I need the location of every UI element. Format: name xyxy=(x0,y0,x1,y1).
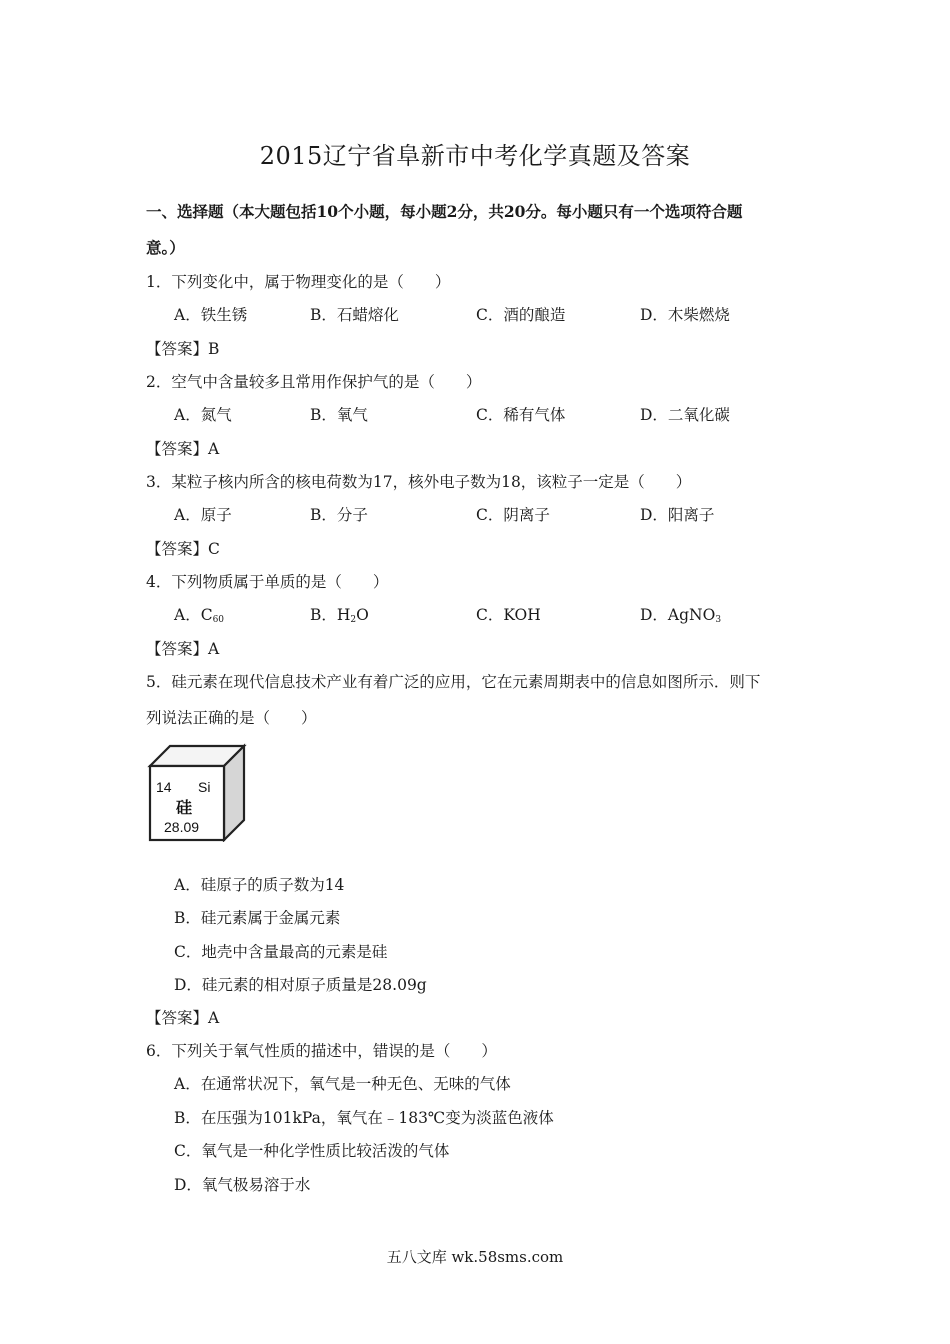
question-2-stem: 2．空气中含量较多且常用作保护气的是（ ） xyxy=(146,373,482,391)
silicon-element-tile xyxy=(146,742,250,842)
page-footer: 五八文库 wk.58sms.com xyxy=(386,1248,564,1266)
question-4-stem: 4．下列物质属于单质的是（ ） xyxy=(146,573,389,591)
question-6-option-a: A．在通常状况下，氧气是一种无色、无味的气体 xyxy=(174,1075,511,1093)
option-c: C．KOH xyxy=(476,606,541,624)
option-c: C．阴离子 xyxy=(476,506,550,524)
option-a: A．$C_{60}$ xyxy=(174,606,225,625)
element-symbol: Si xyxy=(198,779,211,795)
option-c: C．酒的酿造 xyxy=(476,306,566,324)
question-5-option-a: A．硅原子的质子数为14 xyxy=(174,876,345,894)
option-a: A．氮气 xyxy=(174,406,232,424)
question-3-stem: 3．某粒子核内所含的核电荷数为17，核外电子数为18，该粒子一定是（ ） xyxy=(146,473,692,491)
question-6-option-c: C．氧气是一种化学性质比较活泼的气体 xyxy=(174,1142,450,1160)
question-3-answer: 【答案】C xyxy=(146,540,220,558)
page-title: 2015辽宁省阜新市中考化学真题及答案 xyxy=(259,142,691,170)
element-mass: 28.09 xyxy=(164,819,200,835)
question-1-stem: 1．下列变化中，属于物理变化的是（ ） xyxy=(146,273,451,291)
question-4-answer: 【答案】A xyxy=(146,640,220,658)
option-d: D．木柴燃烧 xyxy=(640,306,730,324)
question-2-answer: 【答案】A xyxy=(146,440,220,458)
option-a: A．铁生锈 xyxy=(174,306,248,324)
element-number: 14 xyxy=(156,779,172,795)
option-d: D．二氧化碳 xyxy=(640,406,730,424)
question-5-option-d: D．硅元素的相对原子质量是28.09g xyxy=(174,976,427,994)
option-a: A．原子 xyxy=(174,506,232,524)
section-heading-cont: 意。） xyxy=(146,238,185,257)
question-1-answer: 【答案】B xyxy=(146,340,220,358)
question-5-stem-cont: 列说法正确的是（ ） xyxy=(146,709,317,727)
option-c: C．稀有气体 xyxy=(476,406,566,424)
question-6-option-b: B．在压强为101kPa，氧气在﹣183℃变为淡蓝色液体 xyxy=(174,1109,554,1127)
question-5-answer: 【答案】A xyxy=(146,1009,220,1027)
question-5-option-c: C．地壳中含量最高的元素是硅 xyxy=(174,943,388,961)
question-6-option-d: D．氧气极易溶于水 xyxy=(174,1176,311,1194)
option-b: B．氧气 xyxy=(310,406,368,424)
option-d: D．AgNO$_3$ xyxy=(640,606,722,625)
question-6-stem: 6．下列关于氧气性质的描述中，错误的是（ ） xyxy=(146,1042,497,1060)
section-heading: 一、选择题（本大题包括10个小题，每小题2分，共20分。每小题只有一个选项符合题 xyxy=(146,202,743,221)
question-5-stem: 5．硅元素在现代信息技术产业有着广泛的应用，它在元素周期表中的信息如图所示．则下 xyxy=(146,673,761,691)
question-5-option-b: B．硅元素属于金属元素 xyxy=(174,909,341,927)
element-name: 硅 xyxy=(176,798,193,817)
option-d: D．阳离子 xyxy=(640,506,715,524)
option-b: B．石蜡熔化 xyxy=(310,306,399,324)
option-b: B．$H_2O$ xyxy=(310,606,369,625)
option-b: B．分子 xyxy=(310,506,368,524)
